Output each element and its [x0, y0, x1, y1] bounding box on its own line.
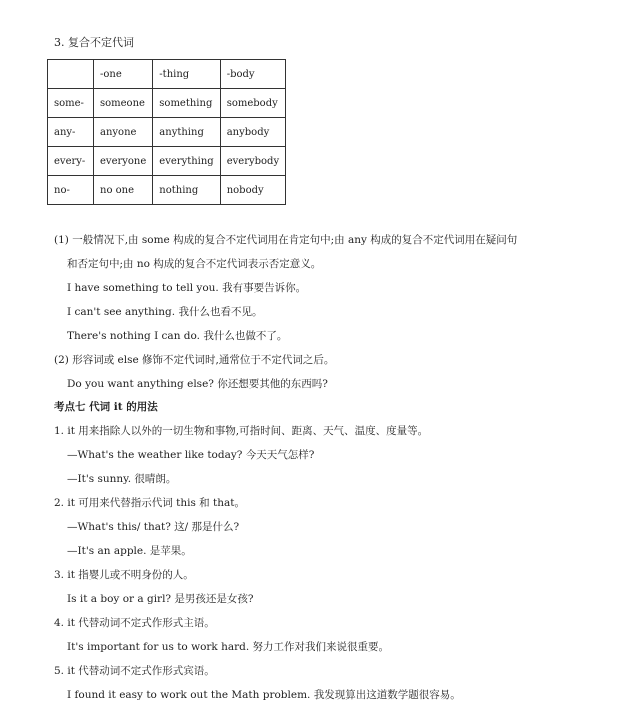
table-cell: -thing [153, 60, 220, 89]
example-sentence: I can't see anything. 我什么也看不见。 [67, 306, 263, 318]
table-row [48, 147, 286, 176]
indefinite-pronoun-table [47, 59, 286, 205]
table-row [48, 89, 286, 118]
usage-point-2: 2. it 可用来代替指示代词 this 和 that。 [54, 497, 245, 509]
example-sentence: I found it easy to work out the Math problem. 我发现算出这道数学题很容易。 [67, 689, 461, 701]
table-cell: any- [48, 118, 94, 147]
table-cell: somebody [220, 89, 285, 118]
table-cell: anything [153, 118, 220, 147]
table-cell: everyone [94, 147, 153, 176]
table-cell: -one [94, 60, 153, 89]
table-cell: something [153, 89, 220, 118]
rule-1-text: (1) 一般情况下,由 some 构成的复合不定代词用在肯定句中;由 any 构成的复合不定代词用在疑问句 [54, 234, 518, 246]
example-sentence: It's important for us to work hard. 努力工作对我们来说很重要。 [67, 641, 390, 653]
example-sentence: There's nothing I can do. 我什么也做不了。 [67, 330, 288, 342]
example-sentence: —What's the weather like today? 今天天气怎样? [67, 449, 315, 461]
table-cell: nothing [153, 176, 220, 205]
usage-point-5: 5. it 代替动词不定式作形式宾语。 [54, 665, 215, 677]
table-cell: nobody [220, 176, 285, 205]
topic-heading: 考点七 代词 it 的用法 [54, 401, 158, 413]
rule-2-text: (2) 形容词或 else 修饰不定代词时,通常位于不定代词之后。 [54, 354, 335, 366]
example-sentence: I have something to tell you. 我有事要告诉你。 [67, 282, 307, 294]
table-row [48, 118, 286, 147]
table-cell: every- [48, 147, 94, 176]
table-cell: someone [94, 89, 153, 118]
example-sentence: —It's an apple. 是苹果。 [67, 545, 192, 557]
example-sentence: —What's this/ that? 这/ 那是什么? [67, 521, 240, 533]
example-sentence: —It's sunny. 很晴朗。 [67, 473, 177, 485]
table-cell: everything [153, 147, 220, 176]
usage-point-1: 1. it 用来指除人以外的一切生物和事物,可指时间、距离、天气、温度、度量等。 [54, 425, 429, 437]
table-cell [48, 60, 94, 89]
table-cell: anybody [220, 118, 285, 147]
table-header-row [48, 60, 286, 89]
section-heading: 3. 复合不定代词 [54, 36, 134, 49]
table-cell: -body [220, 60, 285, 89]
table-cell: some- [48, 89, 94, 118]
table-row [48, 176, 286, 205]
usage-point-4: 4. it 代替动词不定式作形式主语。 [54, 617, 215, 629]
usage-point-3: 3. it 指婴儿或不明身份的人。 [54, 569, 194, 581]
rule-1-continuation: 和否定句中;由 no 构成的复合不定代词表示否定意义。 [67, 258, 322, 270]
table-cell: no one [94, 176, 153, 205]
table-cell: everybody [220, 147, 285, 176]
example-sentence: Do you want anything else? 你还想要其他的东西吗? [67, 378, 328, 390]
table-cell: anyone [94, 118, 153, 147]
example-sentence: Is it a boy or a girl? 是男孩还是女孩? [67, 593, 254, 605]
table-cell: no- [48, 176, 94, 205]
